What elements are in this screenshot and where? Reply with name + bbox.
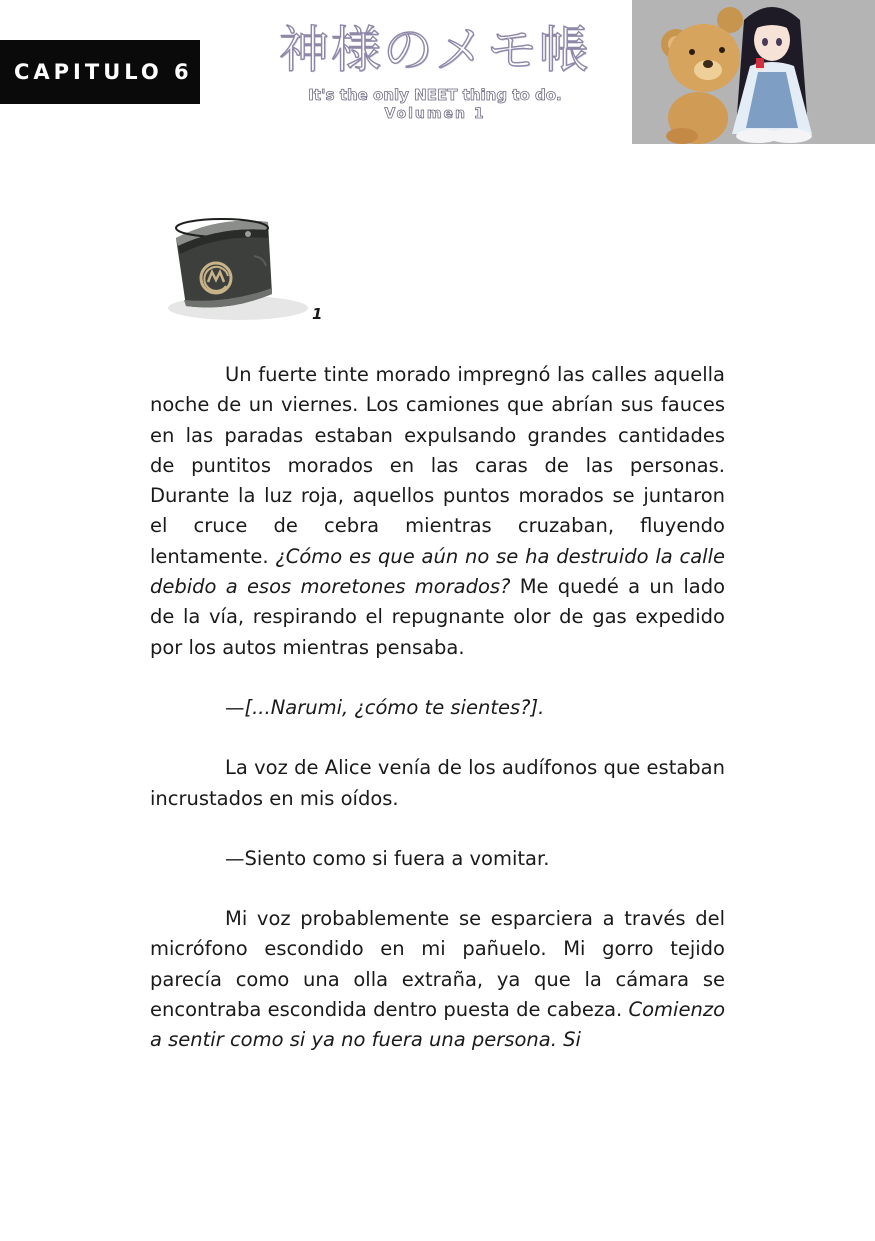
paragraph-italic-text: ¿Cómo es que aún no se ha destruido la calle debido a esos moretones morados? (150, 544, 726, 599)
paragraph-text: Un fuerte tinte morado impregnó las calles aquella noche de un viernes. Los camiones que abrían sus fauces en las paradas estaban expulsando grandes cantidades de puntitos morados en las caras de las personas. Durante la luz roja, aquellos puntos morados se juntaron el cruce de cebra mientras cruzaban, fluyendo lentamente. (150, 363, 725, 568)
paragraph (150, 693, 725, 723)
paragraph (150, 753, 725, 814)
dialogue-italic-text: [...Narumi, ¿cómo te sientes?]. (244, 695, 545, 719)
paragraph-text: La voz de Alice venía de los audífonos que estaban incrustados en mis oídos. (150, 756, 725, 810)
chapter-badge (0, 40, 200, 104)
series-subtitle: It's the only NEET thing to do. (308, 86, 562, 104)
series-title: 神様のメモ帳 (279, 21, 591, 79)
volume-label: Volumen 1 (384, 106, 486, 122)
paragraph-text: Mi voz probablemente se esparciera a través del micrófono escondido en mi pañuelo. Mi gorro tejido parecía como una olla extraña, ya que la cámara se encontraba escondida dentro puesta de cabeza. (150, 907, 725, 1022)
chapter-label: CAPITULO 6 (14, 60, 193, 84)
armband-illustration (168, 208, 318, 326)
dialogue-text: —Siento como si fuera a vomitar. (225, 846, 550, 870)
paragraph-text: Me quedé a un lado de la vía, respirando el repugnante olor de gas expedido por los autos mientras pensaba. (150, 575, 726, 659)
body-text (150, 360, 725, 1056)
dialogue-dash: — (225, 695, 245, 719)
cover-illustration (632, 0, 875, 144)
paragraph (150, 360, 725, 663)
paragraph-italic-text: Comienzo a sentir como si ya no fuera una persona. Si (150, 998, 725, 1052)
series-header (270, 18, 600, 138)
footnote-marker: 1 (312, 305, 323, 323)
paragraph (150, 844, 725, 874)
paragraph (150, 904, 725, 1055)
